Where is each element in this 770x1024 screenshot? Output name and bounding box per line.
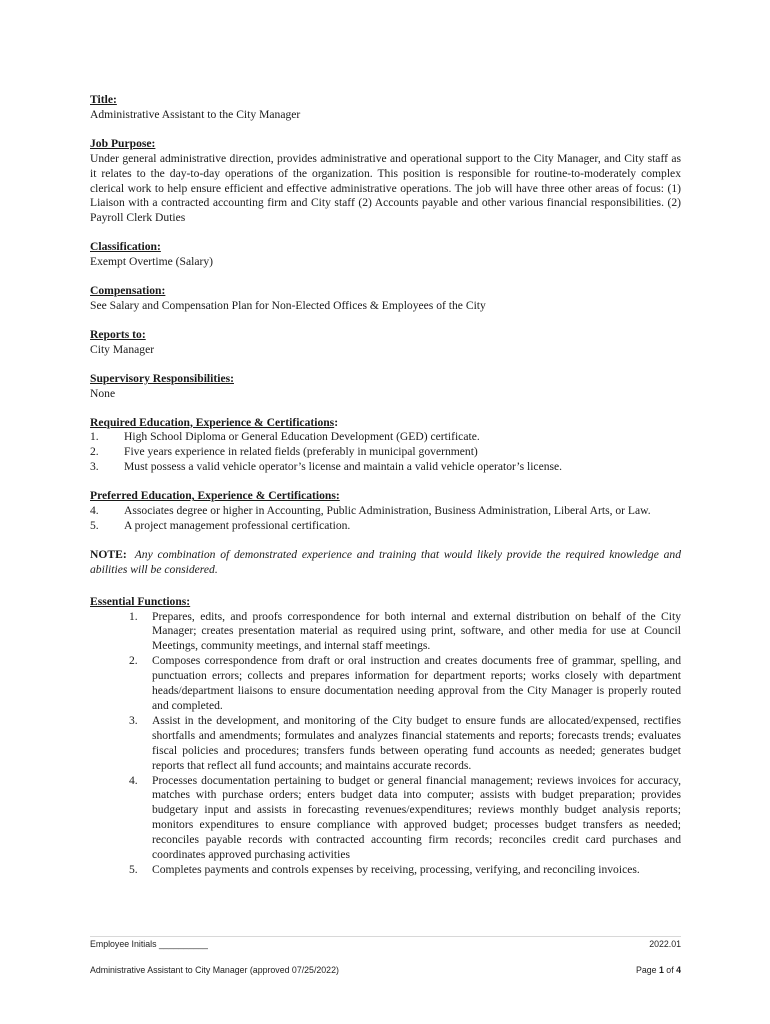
preferred-heading: Preferred Education, Experience & Certifications: — [90, 489, 340, 503]
supervisory-section — [90, 372, 681, 402]
compensation-heading: Compensation: — [90, 284, 166, 298]
reports-to-section — [90, 328, 681, 358]
list-item — [90, 519, 681, 534]
list-item — [90, 504, 681, 519]
classification-heading: Classification: — [90, 240, 161, 254]
list-item — [90, 460, 681, 475]
document-name: Administrative Assistant to City Manager (approved 07/25/2022) — [90, 965, 339, 975]
version-number: 2022.01 — [649, 939, 681, 949]
essential-heading: Essential Functions: — [90, 594, 191, 608]
compensation-value: See Salary and Compensation Plan for Non-Elected Offices & Employees of the City — [90, 298, 486, 312]
reports-to-value: City Manager — [90, 342, 155, 356]
item-text: Prepares, edits, and proofs correspondence for both internal and external distribution on behalf of the City Manager; creates presentation material as required using print, software, and other media for use at Council Meetings, community meetings, and internal staff meetings. — [152, 609, 681, 653]
page-prefix: Page — [635, 965, 659, 975]
job-purpose-heading: Job Purpose: — [90, 136, 156, 150]
item-number: 4. — [129, 773, 138, 787]
note-text: Any combination of demonstrated experience and training that would likely provide the required knowledge and abilities will be considered. — [90, 547, 681, 576]
item-text: Five years experience in related fields (preferably in municipal government) — [124, 445, 478, 459]
footer-doc-row — [90, 965, 681, 975]
essential-section — [90, 595, 681, 878]
footer-initials-row — [90, 936, 681, 949]
item-number: 3. — [129, 713, 138, 727]
item-number: 1. — [129, 609, 138, 623]
note-label: NOTE: — [90, 547, 127, 561]
item-text: Composes correspondence from draft or oral instruction and creates documents free of grammar, spelling, and punctuation errors; collects and prepares information for department reports; works closely with department heads/department liaisons to ensure documentation needing approval from the City Manager is properly routed and completed. — [152, 654, 681, 712]
list-item — [129, 654, 681, 714]
item-text: Must possess a valid vehicle operator’s license and maintain a valid vehicle operator’s license. — [124, 460, 563, 474]
list-item — [90, 445, 681, 460]
item-number: 1. — [90, 430, 99, 444]
item-text: Assist in the development, and monitoring of the City budget to ensure funds are allocated/expensed, rectifies shortfalls and amendments; formulates and analyzes financial statements and reports; forecasts trends; evaluates fiscal policies and procedures; transfers funds between operating fund accounts as needed; generates budget reports that reflect all fund accounts; and maintains accurate records. — [152, 713, 681, 772]
list-item — [129, 774, 681, 863]
supervisory-heading: Supervisory Responsibilities: — [90, 371, 234, 385]
required-colon: : — [334, 415, 339, 429]
preferred-section — [90, 489, 681, 534]
item-number: 2. — [90, 445, 99, 459]
note-paragraph — [90, 548, 681, 578]
supervisory-value: None — [90, 386, 116, 400]
job-purpose-section — [90, 137, 681, 226]
title-section — [90, 93, 681, 123]
item-text: Processes documentation pertaining to budget or general financial management; reviews invoices for accuracy, matches with purchase orders; enters budget data into computer; assists with budget preparation; provides budgetary input and assists in forecasting revenues/expenditures; reviews monthly budget analysis reports; monitors expenditures to ensure compliance with approved budget; processes budget transfers as needed; reconciles payable records with contracted accounting firm records; reconciles credit card purchases and coordinates approved purchasing activities — [152, 773, 681, 862]
reports-to-heading: Reports to: — [90, 327, 146, 341]
page-total: 4 — [676, 965, 681, 975]
required-heading: Required Education, Experience & Certifications — [90, 415, 335, 429]
list-item — [129, 714, 681, 774]
employee-initials: Employee Initials __________ — [90, 939, 208, 949]
item-number: 5. — [90, 518, 99, 532]
title-heading: Title: — [90, 93, 117, 106]
item-text: Completes payments and controls expenses by receiving, processing, verifying, and reconciling invoices. — [152, 862, 640, 876]
classification-value: Exempt Overtime (Salary) — [90, 255, 213, 269]
essential-list — [90, 610, 681, 878]
job-purpose-text: Under general administrative direction, provides administrative and operational support to the City Manager, and City staff as it relates to the day-to-day operations of the organization. This position is responsible for routine-to-moderately complex clerical work to help ensure efficient and effective administrative operations. The job will have three other areas of focus: (1) Liaison with a contracted accounting firm and City staff (2) Accounts payable and other various financial responsibilities. (2) Payroll Clerk Duties — [90, 151, 681, 225]
item-number: 3. — [90, 460, 99, 474]
document-body — [90, 93, 681, 892]
item-text: A project management professional certification. — [124, 518, 351, 532]
item-text: Associates degree or higher in Accounting, Public Administration, Business Administration, Liberal Arts, or Law. — [124, 504, 651, 518]
required-heading-line — [90, 416, 681, 431]
required-section — [90, 416, 681, 476]
list-item — [129, 863, 681, 878]
item-number: 4. — [90, 504, 99, 518]
title-value: Administrative Assistant to the City Manager — [90, 107, 301, 121]
list-item — [129, 610, 681, 655]
page-indicator — [636, 965, 681, 975]
required-list — [90, 430, 681, 475]
item-number: 5. — [129, 862, 138, 876]
page-number: 1 — [658, 965, 664, 975]
list-item — [90, 430, 681, 445]
classification-section — [90, 240, 681, 270]
compensation-section — [90, 284, 681, 314]
item-number: 2. — [129, 654, 138, 668]
item-text: High School Diploma or General Education Development (GED) certificate. — [124, 430, 480, 444]
preferred-list — [90, 504, 681, 534]
page-of: of — [663, 965, 677, 975]
